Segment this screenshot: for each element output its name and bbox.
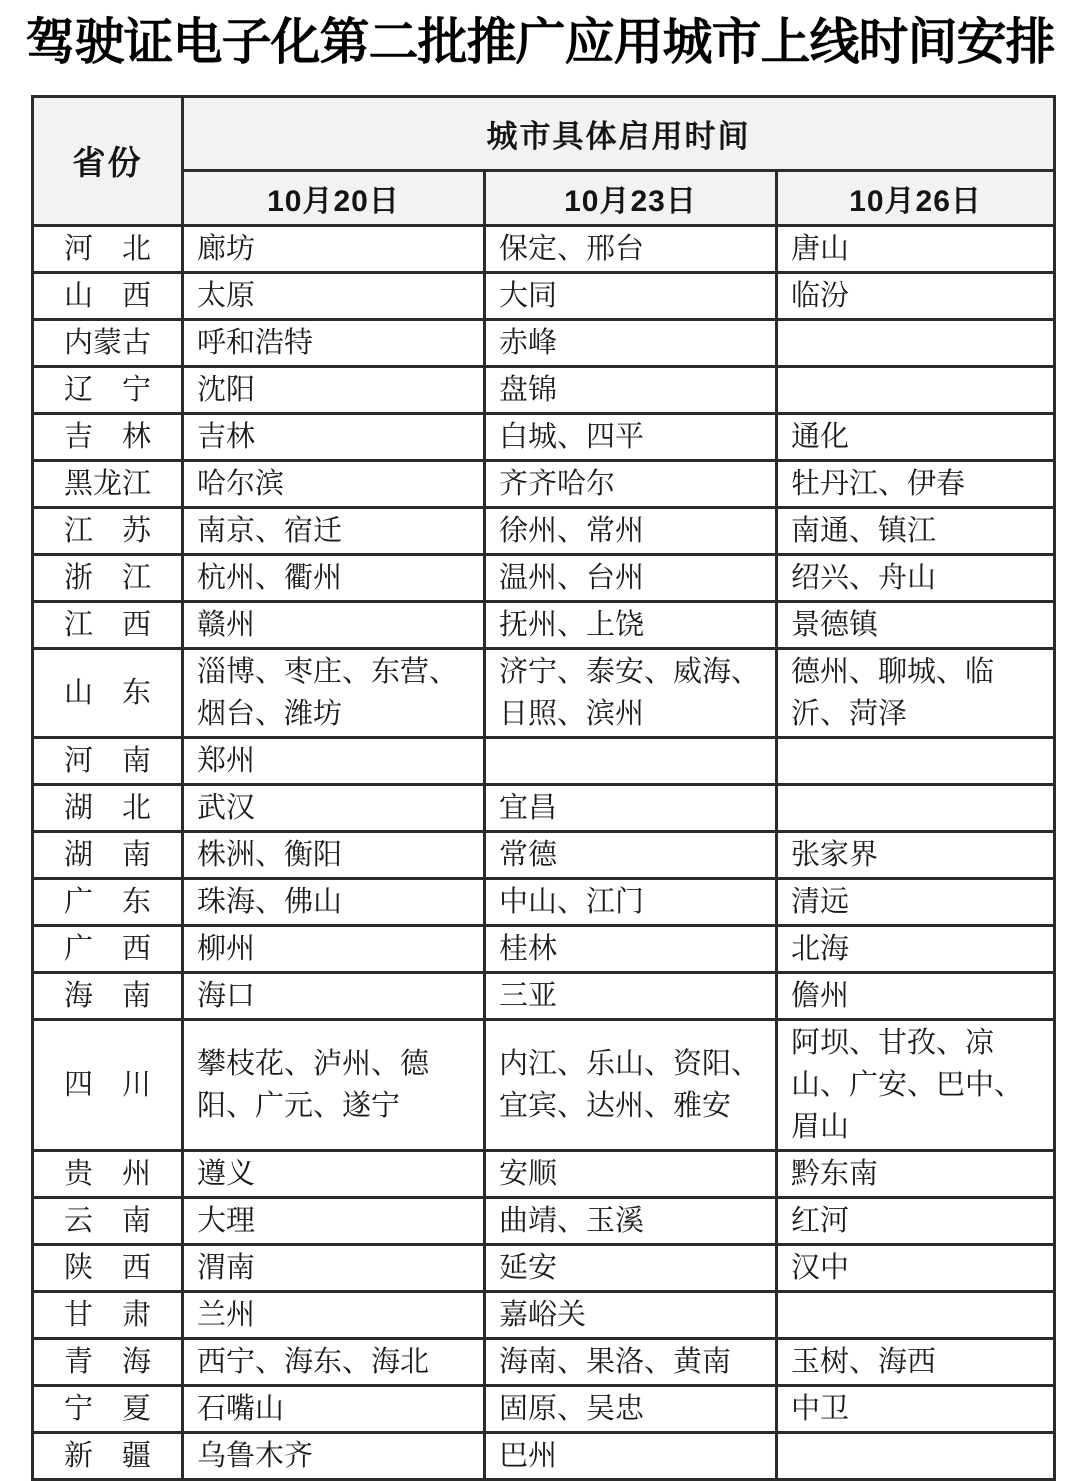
province-cell: 海 南 (33, 972, 183, 1019)
city-cell-oct26: 中卫 (777, 1385, 1055, 1432)
city-cell-oct23: 延安 (485, 1244, 777, 1291)
city-cell-oct20: 赣州 (183, 601, 485, 648)
province-cell: 江 苏 (33, 507, 183, 554)
province-cell: 湖 南 (33, 831, 183, 878)
city-cell-oct26: 清远 (777, 878, 1055, 925)
province-cell: 内蒙古 (33, 319, 183, 366)
header-date-oct20: 10月20日 (183, 170, 485, 225)
city-cell-oct26: 德州、聊城、临沂、菏泽 (777, 648, 1055, 737)
city-cell-oct23: 常德 (485, 831, 777, 878)
table-row (33, 1291, 1055, 1338)
city-cell-oct26 (777, 784, 1055, 831)
city-cell-oct26: 牡丹江、伊春 (777, 460, 1055, 507)
table-row (33, 1150, 1055, 1197)
city-cell-oct20: 石嘴山 (183, 1385, 485, 1432)
city-cell-oct26: 阿坝、甘孜、凉山、广安、巴中、眉山 (777, 1019, 1055, 1150)
table-row (33, 1244, 1055, 1291)
province-cell: 新 疆 (33, 1432, 183, 1479)
city-cell-oct26: 绍兴、舟山 (777, 554, 1055, 601)
city-cell-oct23: 抚州、上饶 (485, 601, 777, 648)
province-cell: 黑龙江 (33, 460, 183, 507)
table-header (33, 96, 1055, 225)
city-cell-oct20: 珠海、佛山 (183, 878, 485, 925)
city-cell-oct20: 攀枝花、泸州、德阳、广元、遂宁 (183, 1019, 485, 1150)
table-row (33, 737, 1055, 784)
table-row (33, 272, 1055, 319)
table-row (33, 1019, 1055, 1150)
city-cell-oct26: 临汾 (777, 272, 1055, 319)
city-cell-oct23: 济宁、泰安、威海、日照、滨州 (485, 648, 777, 737)
table-row (33, 972, 1055, 1019)
city-cell-oct20: 廊坊 (183, 225, 485, 272)
city-cell-oct20: 遵义 (183, 1150, 485, 1197)
city-cell-oct26: 红河 (777, 1197, 1055, 1244)
city-cell-oct20: 吉林 (183, 413, 485, 460)
city-cell-oct26: 景德镇 (777, 601, 1055, 648)
province-cell: 山 东 (33, 648, 183, 737)
city-cell-oct20: 武汉 (183, 784, 485, 831)
table-row (33, 366, 1055, 413)
city-cell-oct23: 安顺 (485, 1150, 777, 1197)
header-group-title: 城市具体启用时间 (183, 96, 1055, 170)
header-row-dates (33, 170, 1055, 225)
province-cell: 江 西 (33, 601, 183, 648)
city-cell-oct20: 淄博、枣庄、东营、烟台、潍坊 (183, 648, 485, 737)
table-row (33, 507, 1055, 554)
city-cell-oct20: 太原 (183, 272, 485, 319)
province-cell: 广 西 (33, 925, 183, 972)
province-cell: 云 南 (33, 1197, 183, 1244)
city-cell-oct23: 宜昌 (485, 784, 777, 831)
city-cell-oct23: 桂林 (485, 925, 777, 972)
city-cell-oct20: 大理 (183, 1197, 485, 1244)
city-cell-oct23: 白城、四平 (485, 413, 777, 460)
city-cell-oct20: 乌鲁木齐 (183, 1432, 485, 1479)
province-cell: 宁 夏 (33, 1385, 183, 1432)
city-cell-oct23: 赤峰 (485, 319, 777, 366)
city-cell-oct23: 温州、台州 (485, 554, 777, 601)
table-row (33, 831, 1055, 878)
header-date-oct26: 10月26日 (777, 170, 1055, 225)
city-cell-oct20: 郑州 (183, 737, 485, 784)
table-row (33, 225, 1055, 272)
city-cell-oct26 (777, 1432, 1055, 1479)
city-cell-oct26: 张家界 (777, 831, 1055, 878)
table-row (33, 554, 1055, 601)
city-cell-oct23: 内江、乐山、资阳、宜宾、达州、雅安 (485, 1019, 777, 1150)
city-cell-oct20: 渭南 (183, 1244, 485, 1291)
city-cell-oct26 (777, 319, 1055, 366)
city-cell-oct26: 玉树、海西 (777, 1338, 1055, 1385)
province-cell: 广 东 (33, 878, 183, 925)
table-row (33, 925, 1055, 972)
province-cell: 山 西 (33, 272, 183, 319)
page-title: 驾驶证电子化第二批推广应用城市上线时间安排 (25, 14, 1055, 70)
city-cell-oct26: 南通、镇江 (777, 507, 1055, 554)
province-cell: 辽 宁 (33, 366, 183, 413)
table-body (33, 225, 1055, 1479)
city-cell-oct26: 北海 (777, 925, 1055, 972)
table-row (33, 878, 1055, 925)
table-row (33, 1338, 1055, 1385)
city-cell-oct26: 通化 (777, 413, 1055, 460)
header-row-group (33, 96, 1055, 170)
city-cell-oct23: 徐州、常州 (485, 507, 777, 554)
table-row (33, 601, 1055, 648)
city-cell-oct23: 固原、吴忠 (485, 1385, 777, 1432)
city-cell-oct26 (777, 737, 1055, 784)
province-cell: 青 海 (33, 1338, 183, 1385)
table-row (33, 784, 1055, 831)
province-cell: 甘 肃 (33, 1291, 183, 1338)
province-cell: 浙 江 (33, 554, 183, 601)
table-row (33, 648, 1055, 737)
province-cell: 陕 西 (33, 1244, 183, 1291)
province-cell: 河 北 (33, 225, 183, 272)
city-cell-oct23: 巴州 (485, 1432, 777, 1479)
province-cell: 吉 林 (33, 413, 183, 460)
city-cell-oct26: 黔东南 (777, 1150, 1055, 1197)
city-cell-oct20: 西宁、海东、海北 (183, 1338, 485, 1385)
table-row (33, 1432, 1055, 1479)
schedule-table (31, 95, 1056, 1481)
city-cell-oct23: 三亚 (485, 972, 777, 1019)
province-cell: 河 南 (33, 737, 183, 784)
header-date-oct23: 10月23日 (485, 170, 777, 225)
city-cell-oct23: 海南、果洛、黄南 (485, 1338, 777, 1385)
city-cell-oct20: 呼和浩特 (183, 319, 485, 366)
city-cell-oct23: 大同 (485, 272, 777, 319)
city-cell-oct23: 齐齐哈尔 (485, 460, 777, 507)
table-row (33, 319, 1055, 366)
province-cell: 四 川 (33, 1019, 183, 1150)
city-cell-oct23: 盘锦 (485, 366, 777, 413)
city-cell-oct23: 曲靖、玉溪 (485, 1197, 777, 1244)
header-province: 省份 (33, 96, 183, 225)
city-cell-oct20: 南京、宿迁 (183, 507, 485, 554)
province-cell: 湖 北 (33, 784, 183, 831)
table-row (33, 460, 1055, 507)
city-cell-oct20: 柳州 (183, 925, 485, 972)
city-cell-oct23 (485, 737, 777, 784)
table-row (33, 1197, 1055, 1244)
table-row (33, 1385, 1055, 1432)
province-cell: 贵 州 (33, 1150, 183, 1197)
city-cell-oct26: 唐山 (777, 225, 1055, 272)
city-cell-oct26: 儋州 (777, 972, 1055, 1019)
city-cell-oct20: 杭州、衢州 (183, 554, 485, 601)
city-cell-oct20: 兰州 (183, 1291, 485, 1338)
city-cell-oct23: 中山、江门 (485, 878, 777, 925)
city-cell-oct20: 海口 (183, 972, 485, 1019)
city-cell-oct23: 保定、邢台 (485, 225, 777, 272)
city-cell-oct26 (777, 1291, 1055, 1338)
table-row (33, 413, 1055, 460)
city-cell-oct23: 嘉峪关 (485, 1291, 777, 1338)
city-cell-oct20: 沈阳 (183, 366, 485, 413)
city-cell-oct26: 汉中 (777, 1244, 1055, 1291)
city-cell-oct20: 哈尔滨 (183, 460, 485, 507)
city-cell-oct26 (777, 366, 1055, 413)
city-cell-oct20: 株洲、衡阳 (183, 831, 485, 878)
